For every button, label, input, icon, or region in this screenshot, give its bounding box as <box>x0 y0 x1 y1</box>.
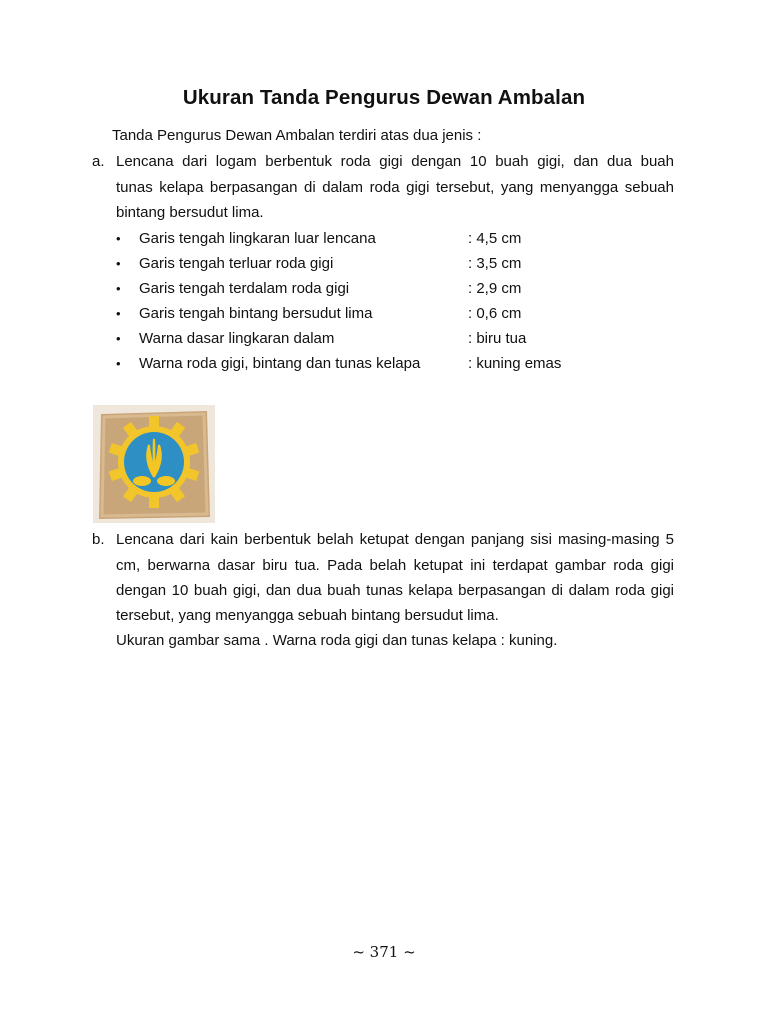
item-a-line-2: tunas kelapa berpasangan di dalam roda gigi tersebut, yang menyangga sebuah <box>116 179 674 196</box>
spec-label: Garis tengah lingkaran luar lencana <box>139 230 376 247</box>
item-a-line-1: Lencana dari logam berbentuk roda gigi dengan 10 buah gigi, dan dua buah <box>116 153 674 170</box>
page-number: ~ 371 ~ <box>352 943 416 961</box>
bullet-icon: • <box>116 331 121 346</box>
item-b-line-2: cm, berwarna dasar biru tua. Pada belah ketupat ini terdapat gambar roda gigi <box>116 557 674 574</box>
spec-row <box>116 226 676 251</box>
bullet-icon: • <box>116 231 121 246</box>
spec-row <box>116 251 676 276</box>
spec-label: Garis tengah bintang bersudut lima <box>139 305 373 322</box>
item-b-line-1: Lencana dari kain berbentuk belah ketupat dengan panjang sisi masing-masing 5 <box>116 531 674 548</box>
item-a-marker: a. <box>92 153 105 170</box>
gear-tooth <box>149 416 159 428</box>
spec-value: : biru tua <box>468 330 527 347</box>
spec-value: : 0,6 cm <box>468 305 522 322</box>
bullet-icon: • <box>116 281 121 296</box>
bullet-icon: • <box>116 256 121 271</box>
spec-row <box>116 301 676 326</box>
spec-row <box>116 276 676 301</box>
page-title: Ukuran Tanda Pengurus Dewan Ambalan <box>182 86 586 109</box>
item-b-marker: b. <box>92 531 105 548</box>
spec-label: Warna roda gigi, bintang dan tunas kelapa <box>139 355 421 372</box>
bullet-icon: • <box>116 356 121 371</box>
spec-value: : 4,5 cm <box>468 230 522 247</box>
bullet-icon: • <box>116 306 121 321</box>
spec-row <box>116 351 676 376</box>
item-b-line-5: Ukuran gambar sama . Warna roda gigi dan tunas kelapa : kuning. <box>116 632 558 649</box>
badge-photo <box>93 405 215 523</box>
item-b-line-3: dengan 10 buah gigi, dan dua buah tunas kelapa berpasangan di dalam roda gigi <box>116 582 674 599</box>
item-b-line-4: tersebut, yang menyangga sebuah bintang bersudut lima. <box>116 607 499 624</box>
spec-value: : 3,5 cm <box>468 255 522 272</box>
spec-label: Garis tengah terdalam roda gigi <box>139 280 350 297</box>
spec-row <box>116 326 676 351</box>
spec-list <box>116 226 676 376</box>
intro-text: Tanda Pengurus Dewan Ambalan terdiri atas dua jenis : <box>112 127 482 144</box>
spec-value: : kuning emas <box>468 355 562 372</box>
spec-label: Warna dasar lingkaran dalam <box>139 330 335 347</box>
spec-value: : 2,9 cm <box>468 280 522 297</box>
item-a-line-3: bintang bersudut lima. <box>116 204 264 221</box>
spec-label: Garis tengah terluar roda gigi <box>139 255 334 272</box>
gear-tooth <box>149 496 159 508</box>
